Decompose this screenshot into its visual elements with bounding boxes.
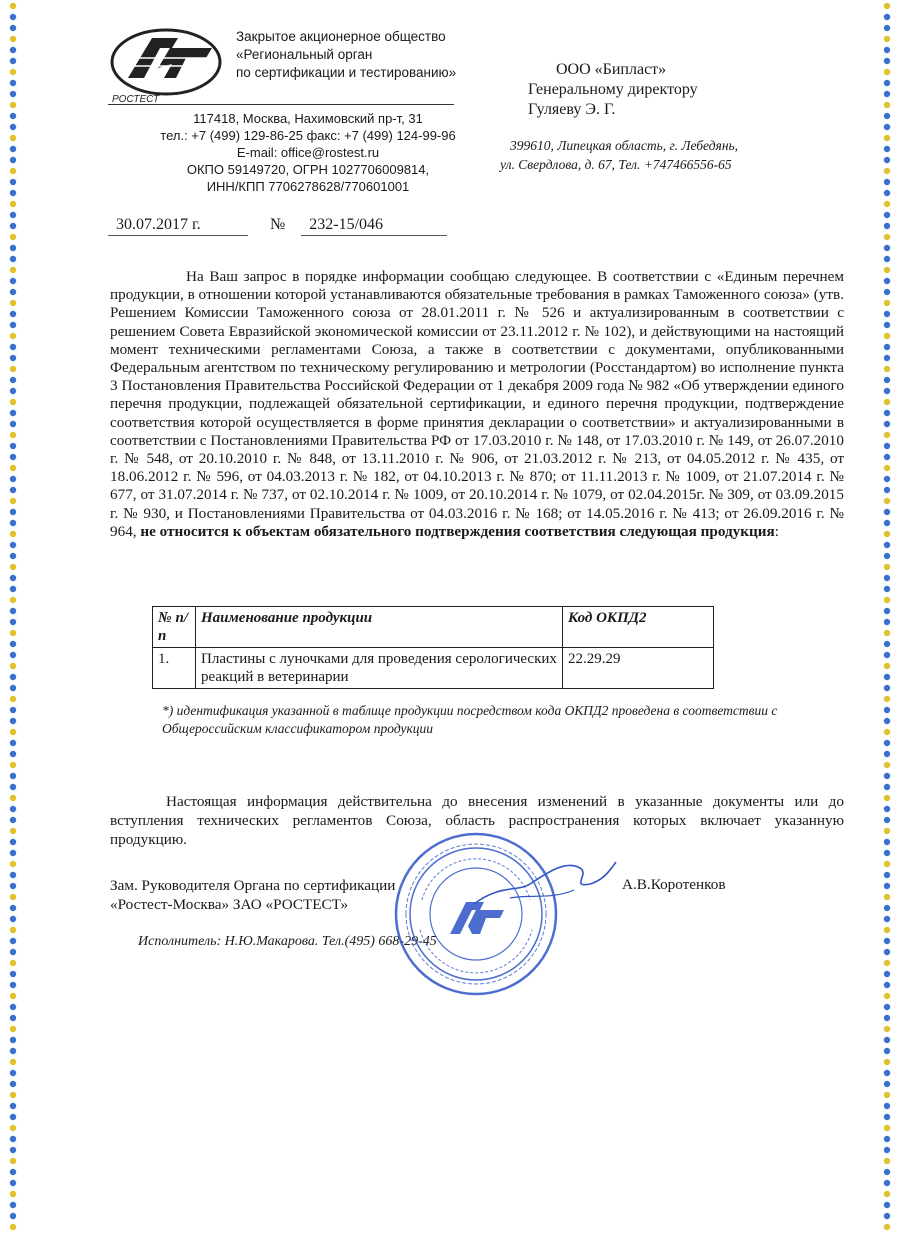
border-dot	[884, 707, 890, 713]
border-dot	[10, 3, 16, 9]
border-dot	[10, 1169, 16, 1175]
border-dot	[10, 619, 16, 625]
border-dot	[10, 652, 16, 658]
border-dot	[10, 718, 16, 724]
border-dot	[884, 905, 890, 911]
border-dot	[10, 1004, 16, 1010]
border-dot	[10, 278, 16, 284]
border-dot	[884, 718, 890, 724]
border-dot	[884, 982, 890, 988]
border-dot	[10, 377, 16, 383]
border-dot	[10, 14, 16, 20]
border-dot	[10, 696, 16, 702]
border-dot	[10, 201, 16, 207]
border-dot	[884, 564, 890, 570]
border-dot	[10, 828, 16, 834]
border-dot	[10, 333, 16, 339]
border-dot	[10, 410, 16, 416]
border-dot	[884, 641, 890, 647]
border-dot	[884, 729, 890, 735]
border-dot	[884, 421, 890, 427]
border-dot	[10, 751, 16, 757]
border-dot	[884, 1180, 890, 1186]
border-dot	[10, 245, 16, 251]
border-dot	[884, 498, 890, 504]
border-dot	[884, 630, 890, 636]
border-dot	[884, 916, 890, 922]
border-dot	[10, 344, 16, 350]
border-dot	[884, 861, 890, 867]
border-dot	[884, 355, 890, 361]
border-dot	[884, 245, 890, 251]
border-dot	[884, 817, 890, 823]
border-dot	[10, 839, 16, 845]
border-dot	[10, 300, 16, 306]
border-dot	[10, 113, 16, 119]
border-dot	[10, 641, 16, 647]
border-dot	[10, 553, 16, 559]
border-dot	[10, 608, 16, 614]
border-dot	[884, 201, 890, 207]
border-dot	[884, 773, 890, 779]
border-dot	[884, 1224, 890, 1230]
border-dot	[10, 597, 16, 603]
border-dot	[884, 267, 890, 273]
address-line: 399610, Липецкая область, г. Лебедянь,	[510, 138, 739, 153]
border-dot	[10, 773, 16, 779]
border-dot	[10, 938, 16, 944]
border-dot	[10, 454, 16, 460]
border-dot	[10, 663, 16, 669]
border-dot	[10, 124, 16, 130]
border-dot	[10, 399, 16, 405]
border-dot	[10, 542, 16, 548]
border-dot	[884, 168, 890, 174]
border-dot	[884, 839, 890, 845]
border-dot	[10, 1147, 16, 1153]
border-dot	[10, 135, 16, 141]
border-dot	[884, 25, 890, 31]
products-table	[152, 606, 714, 689]
document-date-number	[108, 216, 447, 240]
border-dot	[884, 806, 890, 812]
border-dot	[884, 278, 890, 284]
border-dot	[884, 740, 890, 746]
border-dot	[884, 377, 890, 383]
border-dot	[10, 267, 16, 273]
border-dot	[884, 234, 890, 240]
border-dot	[10, 707, 16, 713]
border-dot	[10, 311, 16, 317]
border-dot	[884, 432, 890, 438]
border-dot	[884, 520, 890, 526]
border-dot	[10, 91, 16, 97]
border-dot	[884, 410, 890, 416]
border-dot	[884, 487, 890, 493]
letterhead-divider	[108, 104, 454, 105]
border-dot	[884, 531, 890, 537]
border-dot	[10, 366, 16, 372]
executor-line: Исполнитель: Н.Ю.Макарова. Тел.(495) 668-29-45	[138, 934, 437, 949]
rostest-logo	[108, 22, 228, 104]
border-dot	[884, 311, 890, 317]
border-dot	[884, 223, 890, 229]
border-dot	[884, 80, 890, 86]
border-dot	[884, 212, 890, 218]
document-number: 232-15/046	[301, 216, 447, 236]
border-dot	[884, 476, 890, 482]
recipient	[518, 60, 698, 120]
border-dot	[884, 696, 890, 702]
border-dot	[884, 1004, 890, 1010]
contact-line: тел.: +7 (499) 129-86-25 факс: +7 (499) 124-99-96	[160, 128, 456, 143]
border-dot	[10, 1191, 16, 1197]
border-dot	[884, 102, 890, 108]
border-dot	[884, 1059, 890, 1065]
border-dot	[10, 289, 16, 295]
signer-title-line: «Ростест-Москва» ЗАО «РОСТЕСТ»	[110, 896, 349, 913]
border-dot	[10, 916, 16, 922]
border-dot	[884, 333, 890, 339]
border-dot	[884, 58, 890, 64]
border-dot	[884, 1026, 890, 1032]
border-dot	[10, 212, 16, 218]
recipient-line: Гуляеву Э. Г.	[528, 101, 616, 118]
border-dot	[10, 762, 16, 768]
border-dot	[884, 1081, 890, 1087]
border-dot	[884, 685, 890, 691]
border-dot	[10, 1103, 16, 1109]
signer-title-line: Зам. Руководителя Органа по сертификации	[110, 877, 396, 894]
border-dot	[10, 795, 16, 801]
border-dot	[10, 157, 16, 163]
border-dot	[10, 575, 16, 581]
border-dot	[884, 894, 890, 900]
border-dot	[10, 1048, 16, 1054]
border-dot	[10, 179, 16, 185]
org-name-line: Закрытое акционерное общество	[236, 29, 446, 44]
border-dot	[884, 883, 890, 889]
border-dot	[10, 1158, 16, 1164]
border-dot	[10, 322, 16, 328]
contact-line: E-mail: office@rostest.ru	[236, 145, 380, 160]
border-dot	[884, 509, 890, 515]
border-dot	[10, 47, 16, 53]
header-name: Наименование продукции	[196, 607, 563, 648]
right-border-ornament	[880, 0, 894, 1236]
border-dot	[10, 80, 16, 86]
border-dot	[10, 1213, 16, 1219]
border-dot	[10, 234, 16, 240]
border-dot	[884, 69, 890, 75]
border-dot	[10, 1015, 16, 1021]
border-dot	[884, 795, 890, 801]
border-dot	[10, 69, 16, 75]
border-dot	[884, 652, 890, 658]
border-dot	[884, 971, 890, 977]
border-dot	[10, 971, 16, 977]
border-dot	[10, 487, 16, 493]
border-dot	[10, 1125, 16, 1131]
handwritten-signature	[470, 854, 620, 924]
border-dot	[884, 124, 890, 130]
border-dot	[884, 1191, 890, 1197]
border-dot	[884, 872, 890, 878]
border-dot	[884, 938, 890, 944]
contact-line: ОКПО 59149720, ОГРН 1027706009814,	[186, 162, 430, 177]
border-dot	[884, 157, 890, 163]
border-dot	[10, 168, 16, 174]
border-dot	[884, 784, 890, 790]
cell-num: 1.	[153, 648, 196, 689]
border-dot	[10, 1037, 16, 1043]
border-dot	[10, 861, 16, 867]
border-dot	[10, 509, 16, 515]
border-dot	[884, 619, 890, 625]
number-sign: №	[270, 216, 286, 233]
border-dot	[10, 520, 16, 526]
table-row	[153, 648, 714, 689]
border-dot	[10, 1070, 16, 1076]
border-dot	[884, 289, 890, 295]
border-dot	[884, 135, 890, 141]
border-dot	[884, 300, 890, 306]
border-dot	[884, 751, 890, 757]
org-name-line: по сертификации и тестированию»	[236, 65, 457, 80]
signer-title	[110, 876, 395, 914]
main-paragraph-text: На Ваш запрос в порядке информации сообщаю следующее. В соответствии с «Единым перечнем продукции, в отношении которой устанавливаются обязательные требования в рамках Таможенного союза» (утв. Решением Комиссии Таможенного союза от 28.01.2011 г. № 526 и актуализированным в соответствии с решением Совета Евразийской экономической комиссии от 23.11.2012 г. № 102), и действующими на настоящий момент техническими регламентами Союза, а также в соответствии с документами, опубликованными Федеральным агентством по техническому регулированию и метрологии (Росстандартом) во исполнение пункта 3 Постановления Правительства Российской Федерации от 1 декабря 2009 года № 982 «Об утверждении единого перечня продукции, подлежащей обязательной сертификации, и единого перечня продукции, подтверждение соответствия которой осуществляется в форме принятия декларации о соответствии» и актуализированными в соответствии с Постановлениями Правительства РФ от 17.03.2010 г. № 148, от 17.03.2010 г. № 149, от 26.07.2010 г. № 548, от 20.10.2010 г. № 848, от 13.11.2010 г. № 906, от 21.03.2012 г. № 213, от 04.05.2012 г. № 435, от 18.06.2012 г. № 596, от 04.03.2013 г. № 182, от 04.10.2013 г. № 870; от 11.11.2013 г. № 1009, от 21.07.2014 г. № 677, от 31.07.2014 г. № 737, от 02.10.2014 г. № 1009, от 20.10.2014 г. № 1079, от 02.04.2015г. № 309, от 03.09.2015 г. № 930, и Постановлениями Правительства от 04.03.2016 г. № 168; от 14.05.2016 г. № 413; от 26.09.2016 г. № 964,	[110, 268, 844, 540]
border-dot	[884, 762, 890, 768]
border-dot	[884, 960, 890, 966]
border-dot	[10, 872, 16, 878]
border-dot	[884, 1114, 890, 1120]
border-dot	[884, 1048, 890, 1054]
border-dot	[884, 113, 890, 119]
border-dot	[884, 3, 890, 9]
conclusion-colon: :	[774, 522, 779, 540]
border-dot	[10, 102, 16, 108]
border-dot	[884, 465, 890, 471]
border-dot	[10, 421, 16, 427]
address-line: ул. Свердлова, д. 67, Тел. +747466556-65	[500, 157, 732, 172]
border-dot	[884, 663, 890, 669]
border-dot	[10, 531, 16, 537]
border-dot	[884, 553, 890, 559]
border-dot	[10, 256, 16, 262]
border-dot	[10, 630, 16, 636]
border-dot	[10, 982, 16, 988]
border-dot	[10, 586, 16, 592]
border-dot	[884, 1037, 890, 1043]
border-dot	[884, 1169, 890, 1175]
border-dot	[10, 564, 16, 570]
border-dot	[884, 91, 890, 97]
left-border-ornament	[6, 0, 20, 1236]
border-dot	[10, 36, 16, 42]
border-dot	[10, 685, 16, 691]
border-dot	[884, 674, 890, 680]
border-dot	[10, 960, 16, 966]
border-dot	[10, 58, 16, 64]
border-dot	[10, 1136, 16, 1142]
border-dot	[884, 454, 890, 460]
border-dot	[10, 883, 16, 889]
border-dot	[10, 1092, 16, 1098]
border-dot	[10, 498, 16, 504]
logo-caption: РОСТЕСТ	[112, 94, 160, 104]
border-dot	[884, 366, 890, 372]
recipient-address	[500, 136, 738, 174]
border-dot	[884, 1136, 890, 1142]
border-dot	[884, 1092, 890, 1098]
border-dot	[10, 1059, 16, 1065]
border-dot	[10, 146, 16, 152]
border-dot	[10, 806, 16, 812]
org-contacts	[108, 110, 508, 195]
signer-name: А.В.Коротенков	[622, 876, 726, 893]
border-dot	[10, 1224, 16, 1230]
border-dot	[884, 1202, 890, 1208]
document-date: 30.07.2017 г.	[108, 216, 248, 236]
border-dot	[10, 443, 16, 449]
border-dot	[884, 927, 890, 933]
border-dot	[884, 344, 890, 350]
validity-paragraph: Настоящая информация действительна до внесения изменений в указанные документы или до вступления технических регламентов Союза, область распространения которых включает указанную продукцию.	[110, 793, 844, 848]
border-dot	[884, 322, 890, 328]
header-code: Код ОКПД2	[563, 607, 714, 648]
border-dot	[884, 575, 890, 581]
bold-conclusion: не относится к объектам обязательного подтверждения соответствия следующая продукция	[140, 522, 775, 540]
border-dot	[10, 476, 16, 482]
border-dot	[884, 1158, 890, 1164]
border-dot	[884, 828, 890, 834]
border-dot	[884, 993, 890, 999]
border-dot	[10, 1026, 16, 1032]
border-dot	[884, 399, 890, 405]
border-dot	[10, 465, 16, 471]
header-num: № п/п	[153, 607, 196, 648]
border-dot	[884, 179, 890, 185]
footnote: *) идентификация указанной в таблице продукции посредством кода ОКПД2 проведена в соответствии с Общероссийским классификатором продукции	[162, 703, 778, 736]
border-dot	[10, 740, 16, 746]
border-dot	[10, 817, 16, 823]
border-dot	[884, 1147, 890, 1153]
border-dot	[884, 14, 890, 20]
border-dot	[10, 25, 16, 31]
border-dot	[884, 850, 890, 856]
border-dot	[884, 1070, 890, 1076]
recipient-line: Генеральному директору	[528, 81, 698, 98]
org-name	[236, 28, 456, 82]
border-dot	[884, 586, 890, 592]
cell-name: Пластины с луночками для проведения серологических реакций в ветеринарии	[196, 648, 563, 689]
border-dot	[10, 1180, 16, 1186]
contact-line: 117418, Москва, Нахимовский пр-т, 31	[193, 111, 423, 126]
border-dot	[10, 355, 16, 361]
border-dot	[10, 1202, 16, 1208]
border-dot	[10, 432, 16, 438]
border-dot	[884, 608, 890, 614]
border-dot	[884, 597, 890, 603]
border-dot	[884, 542, 890, 548]
border-dot	[884, 146, 890, 152]
border-dot	[10, 993, 16, 999]
border-dot	[10, 388, 16, 394]
border-dot	[10, 850, 16, 856]
border-dot	[884, 47, 890, 53]
border-dot	[10, 784, 16, 790]
border-dot	[10, 674, 16, 680]
border-dot	[10, 905, 16, 911]
border-dot	[884, 256, 890, 262]
border-dot	[10, 1114, 16, 1120]
border-dot	[10, 894, 16, 900]
border-dot	[884, 1103, 890, 1109]
border-dot	[10, 729, 16, 735]
border-dot	[884, 1125, 890, 1131]
letter-body	[110, 268, 844, 541]
contact-line: ИНН/КПП 7706278628/770601001	[206, 179, 410, 194]
cell-code: 22.29.29	[563, 648, 714, 689]
border-dot	[884, 388, 890, 394]
border-dot	[10, 190, 16, 196]
border-dot	[884, 36, 890, 42]
border-dot	[884, 1015, 890, 1021]
main-paragraph	[110, 268, 844, 541]
border-dot	[10, 927, 16, 933]
recipient-line: ООО «Бипласт»	[556, 61, 667, 78]
border-dot	[884, 443, 890, 449]
table-header-row	[153, 607, 714, 648]
border-dot	[10, 1081, 16, 1087]
org-name-line: «Региональный орган	[236, 47, 373, 62]
border-dot	[10, 223, 16, 229]
border-dot	[884, 949, 890, 955]
border-dot	[10, 949, 16, 955]
border-dot	[884, 190, 890, 196]
border-dot	[884, 1213, 890, 1219]
